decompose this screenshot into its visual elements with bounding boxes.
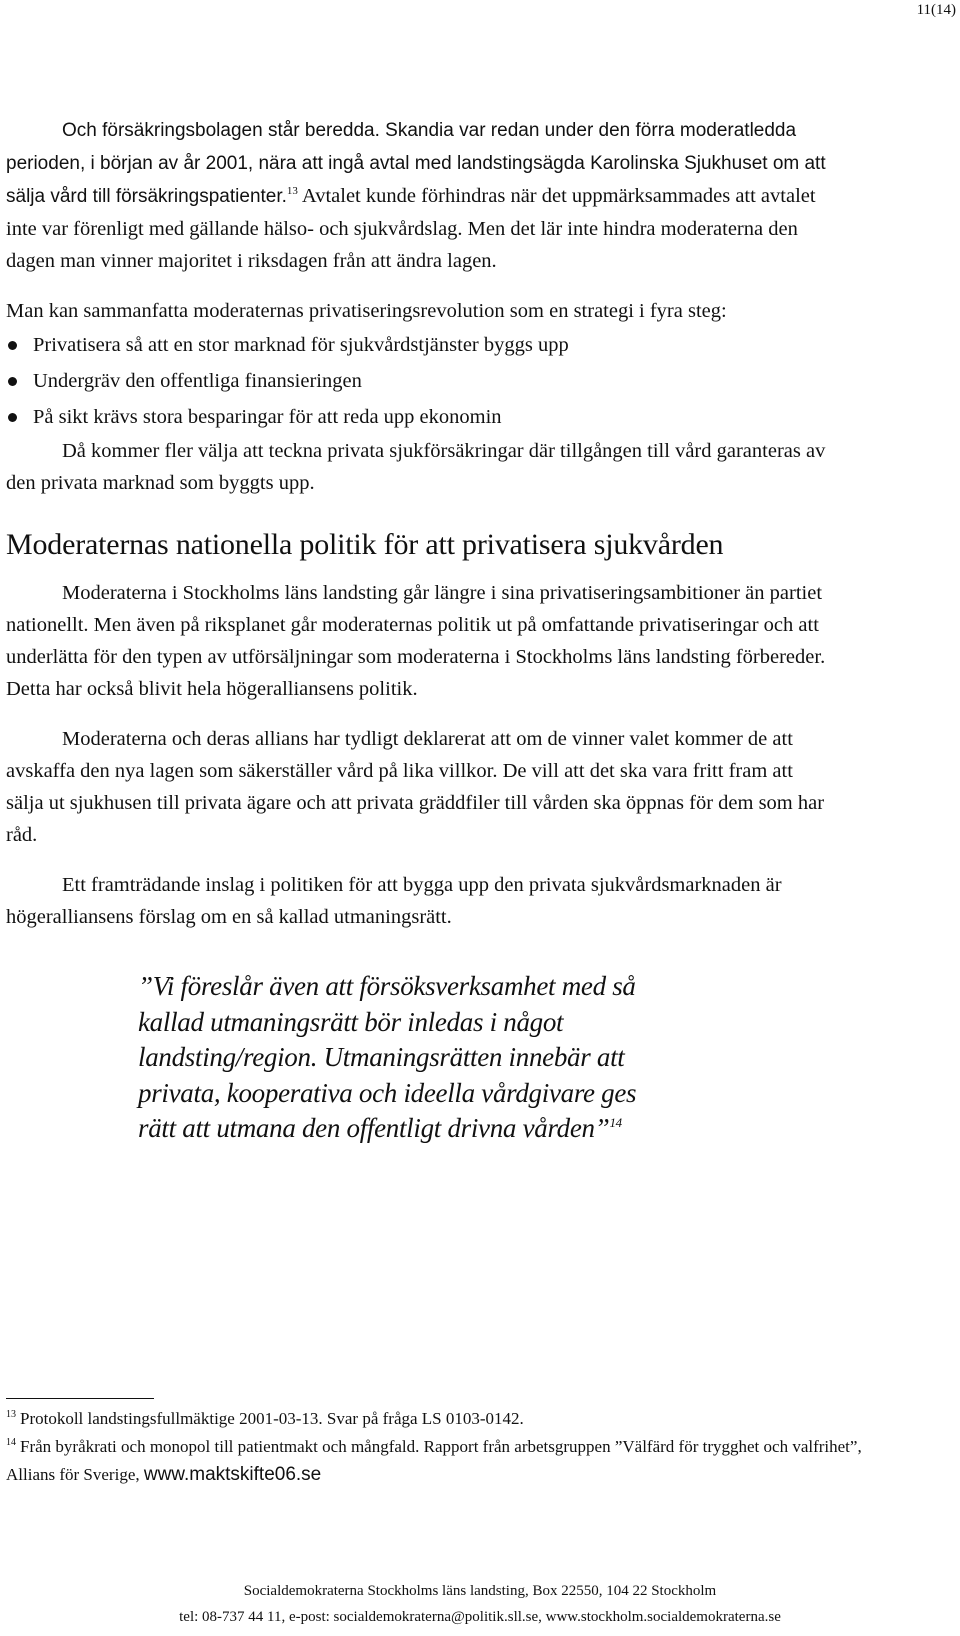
page-footer — [0, 1578, 960, 1630]
footnotes — [6, 1398, 906, 1489]
footnote-ref-13[interactable]: 13 — [286, 185, 298, 198]
footnote-number: 14 — [6, 1437, 16, 1449]
footnote-number: 13 — [6, 1409, 16, 1421]
paragraph-strategy-intro: Man kan sammanfatta moderaternas privatiseringsrevolution som en strategi i fyra steg: — [6, 300, 727, 322]
footnote-ref-14[interactable]: 14 — [609, 1115, 622, 1130]
quote-text: ”Vi föreslår även att försöksverksamhet med så kallad utmaningsrätt bör inledas i något landsting/region. Utmaningsrätten innebär att privata, kooperativa och ideella vårdgivare ges rätt att utmana den offentligt drivna vården” — [138, 971, 637, 1143]
spacer — [6, 851, 830, 869]
paragraph-insurance-part2: Avtalet kunde förhindras när det uppmärksammades att avtalet inte var förenligt med gällande hälso- och sjukvårdslag. Men det lär inte hindra moderaterna den dagen man vinner majoritet i riksdagen från att ändra lagen. — [6, 185, 816, 272]
main-content — [6, 114, 830, 1147]
list-item — [6, 327, 830, 363]
list-item — [6, 399, 830, 435]
bullet-icon — [8, 341, 17, 350]
spacer — [6, 705, 830, 723]
paragraph-consequence: Då kommer fler välja att teckna privata sjukförsäkringar där tillgången till vård garanteras av den privata marknad som byggts upp. — [6, 440, 826, 494]
strategy-steps-list — [6, 327, 830, 435]
footer-contact: tel: 08-737 44 11, e-post: socialdemokraterna@politik.sll.se, www.stockholm.socialdemokraterna.se — [179, 1609, 781, 1625]
footnote-website-link[interactable]: www.maktskifte06.se — [143, 1464, 322, 1485]
paragraph-challenge-right: Ett framträdande inslag i politiken för att bygga upp den privata sjukvårdsmarknaden är högeralliansens förslag om en så kallad utmaningsrätt. — [6, 874, 782, 928]
list-item-text: Privatisera så att en stor marknad för sjukvårdstjänster byggs upp — [33, 334, 569, 356]
footer-address: Socialdemokraterna Stockholms läns landsting, Box 22550, 104 22 Stockholm — [243, 1583, 717, 1599]
footnote-13 — [6, 1405, 906, 1433]
list-item — [6, 363, 830, 399]
paragraph-insurance-part1: Och försäkringsbolagen står beredda. Skandia var redan under den förra moderatledda perioden, i början av år 2001, nära att ingå avtal med landstingsägda Karolinska Sjukhuset om att sälja vård till försäkringspatienter. — [6, 120, 826, 207]
paragraph-national-policy: Moderaterna i Stockholms läns landsting går längre i sina privatiseringsambitioner än partiet nationellt. Men även på riksplanet går moderaternas politik ut på omfattande privatiseringar och att underlätta för den typen av utförsäljningar som moderaterna i Stockholms läns landsting förbereder. Detta har också blivit hela högeralliansens politik. — [6, 582, 826, 700]
spacer — [6, 277, 830, 295]
list-item-text: På sikt krävs stora besparingar för att reda upp ekonomin — [33, 406, 502, 428]
footnote-divider — [6, 1398, 154, 1399]
block-quote — [138, 969, 658, 1147]
footnote-text: Från byråkrati och monopol till patientmakt och mångfald. Rapport från arbetsgruppen ”Välfärd för trygghet och valfrihet”, Allians för Sverige, — [6, 1437, 862, 1484]
page-number: 11(14) — [916, 2, 956, 18]
footnote-text: Protokoll landstingsfullmäktige 2001-03-13. Svar på fråga LS 0103-0142. — [20, 1409, 524, 1428]
bullet-icon — [8, 377, 17, 386]
list-item-text: Undergräv den offentliga finansieringen — [33, 370, 362, 392]
paragraph-alliance: Moderaterna och deras allians har tydligt deklarerat att om de vinner valet kommer de att avskaffa den nya lagen som säkerställer vård på lika villkor. De vill att det ska vara fritt fram att sälja ut sjukhusen till privata ägare och att privata gräddfiler till vården ska öppnas för dem som har råd. — [6, 728, 825, 846]
paragraph-insurance — [6, 114, 830, 277]
footnote-14 — [6, 1433, 906, 1489]
section-heading: Moderaternas nationella politik för att privatisera sjukvården — [6, 528, 724, 561]
bullet-icon — [8, 413, 17, 422]
